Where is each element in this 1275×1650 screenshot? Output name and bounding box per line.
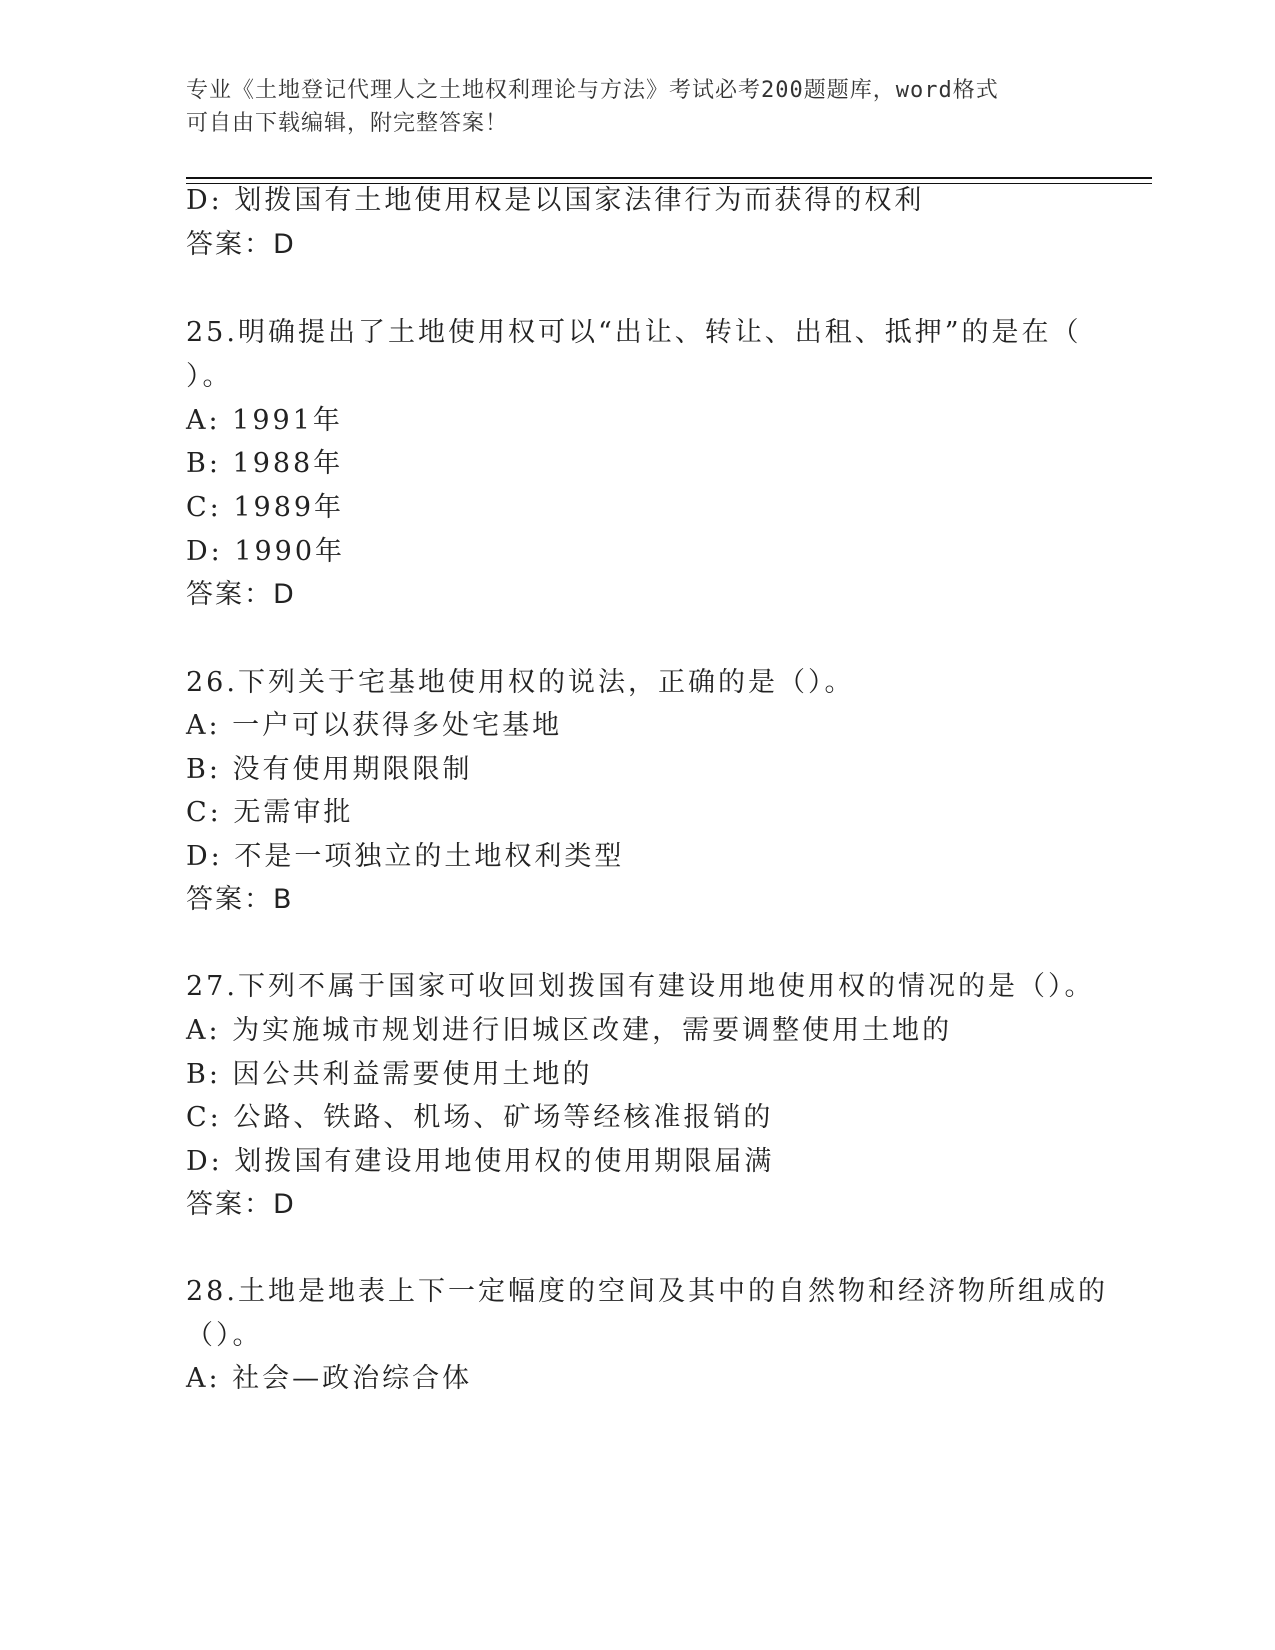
q26-option-c: C: 无需审批 [186, 797, 354, 828]
q27-option-c: C: 公路、铁路、机场、矿场等经核准报销的 [186, 1102, 774, 1133]
prev-question-answer: 答案：D [186, 229, 296, 260]
q28-stem-line1: 28.土地是地表上下一定幅度的空间及其中的自然物和经济物所组成的 [186, 1276, 1108, 1307]
header-title-line2: 可自由下载编辑，附完整答案！ [186, 111, 509, 136]
header-title-line1: 专业《土地登记代理人之土地权利理论与方法》考试必考200题题库，word格式 [186, 78, 999, 103]
q26-option-b: B: 没有使用期限限制 [186, 754, 473, 785]
q26-stem: 26.下列关于宅基地使用权的说法，正确的是（）。 [186, 667, 855, 698]
q26-option-d: D: 不是一项独立的土地权利类型 [186, 841, 625, 872]
q25-option-d: D: 1990年 [186, 536, 346, 567]
q27-option-d: D: 划拨国有建设用地使用权的使用期限届满 [186, 1146, 775, 1177]
q27-option-b: B: 因公共利益需要使用土地的 [186, 1059, 593, 1090]
q27-answer: 答案：D [186, 1189, 296, 1220]
q25-stem-line2: ）。 [186, 361, 233, 392]
q28-option-a: A: 社会—政治综合体 [186, 1363, 473, 1394]
q25-answer: 答案：D [186, 579, 296, 610]
q26-option-a: A: 一户可以获得多处宅基地 [186, 710, 563, 741]
q27-option-a: A: 为实施城市规划进行旧城区改建，需要调整使用土地的 [186, 1015, 953, 1046]
q25-option-a: A: 1991年 [186, 405, 343, 436]
q27-stem: 27.下列不属于国家可收回划拨国有建设用地使用权的情况的是（）。 [186, 971, 1095, 1002]
q25-option-c: C: 1989年 [186, 492, 345, 523]
page-header [186, 74, 1086, 140]
header-divider-thick [186, 177, 1152, 179]
q26-answer: 答案：B [186, 884, 294, 915]
q25-stem-line1: 25.明确提出了土地使用权可以“出让、转让、出租、抵押”的是在（ [186, 317, 1082, 348]
q25-option-b: B: 1988年 [186, 448, 344, 479]
q28-stem-line2: （）。 [186, 1320, 263, 1351]
prev-question-option-d: D: 划拨国有土地使用权是以国家法律行为而获得的权利 [186, 185, 925, 216]
